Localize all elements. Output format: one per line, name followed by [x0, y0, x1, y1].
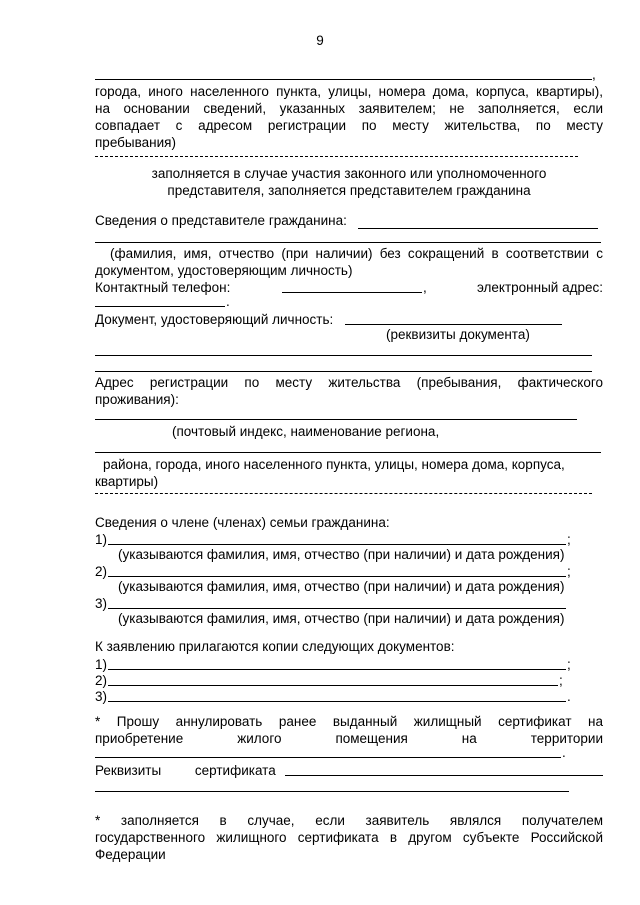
- address-text-4: пребывания): [95, 135, 176, 150]
- phone-label: Контактный телефон:: [95, 280, 231, 295]
- representative-label: Сведения о представителе гражданина:: [95, 213, 347, 228]
- attachments-label: К заявлению прилагаются копии следующих документов:: [95, 639, 455, 654]
- phone-comma: ,: [423, 280, 427, 295]
- id-doc-line-2[interactable]: [95, 355, 592, 356]
- id-doc-hint: (реквизиты документа): [386, 327, 530, 342]
- registration-line-2[interactable]: [95, 452, 601, 453]
- page-number: 9: [316, 33, 324, 48]
- id-doc-field[interactable]: [345, 324, 562, 325]
- certificate-line-2[interactable]: [95, 791, 569, 792]
- dashed-divider-2: [95, 493, 592, 494]
- registration-hint-2a: района, города, иного населенного пункта, улицы, номера дома, корпуса,: [103, 457, 565, 472]
- email-field[interactable]: [95, 306, 225, 307]
- family-item-num: 2): [95, 564, 108, 579]
- attachment-item-num: 3): [95, 689, 108, 704]
- footnote-1: * заполняется в случае, если заявитель являлся получателем: [95, 813, 603, 828]
- registration-hint-1: (почтовый индекс, наименование региона,: [172, 424, 440, 439]
- attachment-item-line[interactable]: [108, 685, 558, 686]
- registration-label-1: Адрес регистрации по месту жительства (пребывания, фактического: [95, 375, 603, 390]
- representative-fio-hint-2: документом, удостоверяющим личность): [95, 263, 353, 278]
- registration-hint-2b: квартиры): [95, 474, 159, 489]
- email-label: электронный адрес:: [476, 280, 603, 295]
- family-item-hint: (указываются фамилия, имя, отчество (при наличии) и дата рождения): [118, 611, 565, 626]
- attachment-item-num: 2): [95, 673, 108, 688]
- family-item-end: ;: [567, 532, 571, 547]
- dashed-divider-1: [95, 156, 578, 157]
- footnote-3: Федерации: [95, 847, 166, 862]
- representative-note-2: представителя, заполняется представителем гражданина: [167, 183, 531, 198]
- family-item-num: 1): [95, 532, 108, 547]
- certificate-field[interactable]: [285, 775, 603, 776]
- address-text-1: города, иного населенного пункта, улицы, номера дома, корпуса, квартиры),: [95, 84, 603, 99]
- family-item-line[interactable]: [108, 576, 566, 577]
- annul-territory-line[interactable]: [95, 757, 561, 758]
- attachment-item-line[interactable]: [108, 701, 566, 702]
- attachment-item-line[interactable]: [108, 669, 566, 670]
- certificate-label: Реквизиты сертификата: [95, 763, 276, 778]
- family-item-line[interactable]: [108, 608, 566, 609]
- attachment-item-end: ;: [567, 657, 571, 672]
- family-item-num: 3): [95, 596, 108, 611]
- registration-line-1[interactable]: [95, 419, 577, 420]
- family-item-hint: (указываются фамилия, имя, отчество (при наличии) и дата рождения): [118, 579, 565, 594]
- representative-note-1: заполняется в случае участия законного или уполномоченного: [151, 166, 547, 181]
- address-line-comma: ,: [592, 67, 596, 82]
- footnote-2: государственного жилищного сертификата в другом субъекте Российской: [95, 830, 603, 845]
- registration-label-2: проживания):: [95, 392, 179, 407]
- address-text-2: на основании сведений, указанных заявителем; не заполняется, если: [95, 101, 603, 116]
- family-label: Сведения о члене (членах) семьи гражданина:: [95, 515, 390, 530]
- email-period: .: [226, 294, 230, 309]
- id-doc-line-3[interactable]: [95, 371, 592, 372]
- family-item-line[interactable]: [108, 544, 566, 545]
- family-item-end: ;: [567, 564, 571, 579]
- annul-period: .: [562, 745, 566, 760]
- address-line: [95, 79, 592, 80]
- id-doc-label: Документ, удостоверяющий личность:: [95, 312, 334, 327]
- address-text-3: совпадает с адресом регистрации по месту жительства, по месту: [95, 118, 603, 133]
- attachment-item-num: 1): [95, 657, 108, 672]
- certificate-label-word-1: [95, 762, 276, 779]
- annul-text-2: приобретение жилого помещения на территории: [95, 731, 603, 746]
- family-item-hint: (указываются фамилия, имя, отчество (при наличии) и дата рождения): [118, 547, 565, 562]
- annul-text-1: * Прошу аннулировать ранее выданный жилищный сертификат на: [95, 714, 603, 729]
- representative-fio-hint-1: (фамилия, имя, отчество (при наличии) без сокращений в соответствии с: [110, 246, 603, 261]
- phone-field[interactable]: [282, 292, 422, 293]
- representative-field[interactable]: [358, 228, 598, 229]
- representative-fio-line[interactable]: [95, 242, 601, 243]
- attachment-item-end: .: [567, 689, 571, 704]
- attachment-item-end: ;: [559, 673, 563, 688]
